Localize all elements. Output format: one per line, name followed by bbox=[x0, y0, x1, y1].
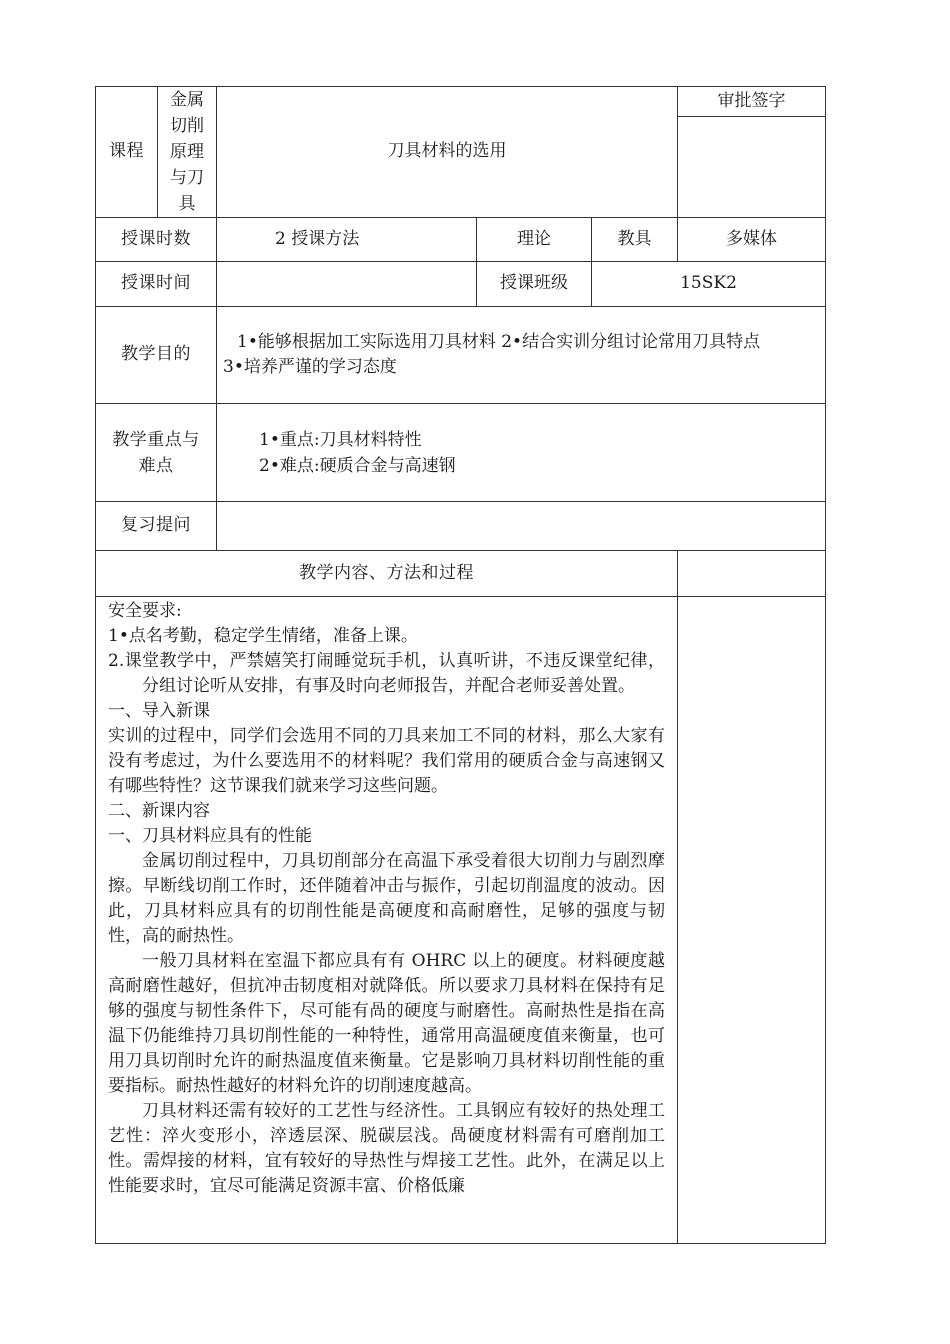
goals-text bbox=[217, 307, 826, 404]
content-paragraph: 一般刀具材料在室温下都应具有有 OHRC 以上的硬度。材料硬度越高耐磨性越好，但抗冲击韧度相对就降低。所以要求刀具材料在保持有足够的强度与韧性条件下，尽可能有咼的硬度与耐磨性。高耐热性是指在高温下仍能维持刀具切削性能的一种特性，通常用高温硬度值来衡量，也可用刀具切削时允许的耐热温度值来衡量。它是影响刀具材料切削性能的重要指标。耐热性越好的材料允许的切削速度越高。 bbox=[108, 951, 665, 1096]
time-value[interactable] bbox=[217, 262, 477, 307]
method-value: 理论 bbox=[477, 218, 592, 262]
lesson-plan-table bbox=[95, 86, 826, 1244]
content-paragraph: 安全要求: bbox=[108, 601, 182, 621]
hours-value: 2 bbox=[275, 228, 286, 249]
key-point-1: 1•重点:刀具材料特性 bbox=[259, 429, 422, 450]
content-side-notes[interactable] bbox=[678, 597, 826, 1244]
hours-label: 授课时数 bbox=[96, 218, 217, 262]
goals-line-1: 1•能够根据加工实际选用刀具材料 2•结合实训分组讨论常用刀具特点 bbox=[237, 332, 761, 352]
teaching-content bbox=[96, 597, 678, 1244]
class-value: 15SK2 bbox=[592, 262, 826, 307]
content-header-side bbox=[678, 551, 826, 597]
content-paragraph: 金属切削过程中，刀具切削部分在高温下承受着很大切削力与剧烈摩擦。早断线切削工作时，还伴随着冲击与振作，引起切削温度的波动。因此，刀具材料应具有的切削性能是高硬度和高耐磨性，足够的强度与韧性，高的耐热性。 bbox=[108, 851, 665, 946]
goals-label: 教学目的 bbox=[96, 307, 217, 404]
content-paragraph: 实训的过程中，同学们会选用不同的刀具来加工不同的材料，那么大家有没有考虑过，为什么要选用不的材料呢？我们常用的硬质合金与高速钢又有哪些特性？这节课我们就来学习这些问题。 bbox=[108, 726, 665, 796]
course-name: 金属切削原理与刀具 bbox=[158, 87, 217, 218]
content-paragraph: 刀具材料还需有较好的工艺性与经济性。工具钢应有较好的热处理工艺性：淬火变形小，淬透层深、脱碳层浅。咼硬度材料需有可磨削加工性。需焊接的材料，宜有较好的导热性与焊接工艺性。此外，在满足以上性能要求时，宜尽可能满足资源丰富、价格低廉 bbox=[108, 1101, 665, 1196]
tools-label: 教具 bbox=[592, 218, 678, 262]
key-point-2: 2•难点:硬质合金与高速钢 bbox=[259, 455, 456, 476]
time-label: 授课时间 bbox=[96, 262, 217, 307]
review-value[interactable] bbox=[217, 502, 826, 551]
key-points-text bbox=[217, 404, 826, 502]
method-label: 授课方法 bbox=[291, 228, 360, 249]
goals-line-2: 3•培养严谨的学习态度 bbox=[223, 357, 397, 377]
hours-method-cell bbox=[217, 218, 477, 262]
content-heading: 二、新课内容 bbox=[108, 801, 210, 821]
approval-signature-cell[interactable] bbox=[678, 117, 826, 218]
teaching-content-body bbox=[108, 599, 665, 1235]
content-paragraph: 2.课堂教学中，严禁嬉笑打闹睡觉玩手机，认真听讲，不违反课堂纪律，分组讨论听从安排，有事及时向老师报告，并配合老师妥善处置。 bbox=[108, 651, 665, 696]
content-heading: 一、刀具材料应具有的性能 bbox=[108, 826, 312, 846]
key-points-label: 教学重点与难点 bbox=[96, 404, 217, 502]
approval-label: 审批签字 bbox=[678, 87, 826, 117]
tools-value: 多媒体 bbox=[678, 218, 826, 262]
class-label: 授课班级 bbox=[477, 262, 592, 307]
content-paragraph: 1•点名考勤，稳定学生情绪，准备上课。 bbox=[108, 626, 418, 646]
review-label: 复习提问 bbox=[96, 502, 217, 551]
content-heading: 一、导入新课 bbox=[108, 701, 210, 721]
course-label: 课程 bbox=[96, 87, 158, 218]
content-header: 教学内容、方法和过程 bbox=[96, 551, 678, 597]
lesson-title: 刀具材料的选用 bbox=[217, 87, 678, 218]
